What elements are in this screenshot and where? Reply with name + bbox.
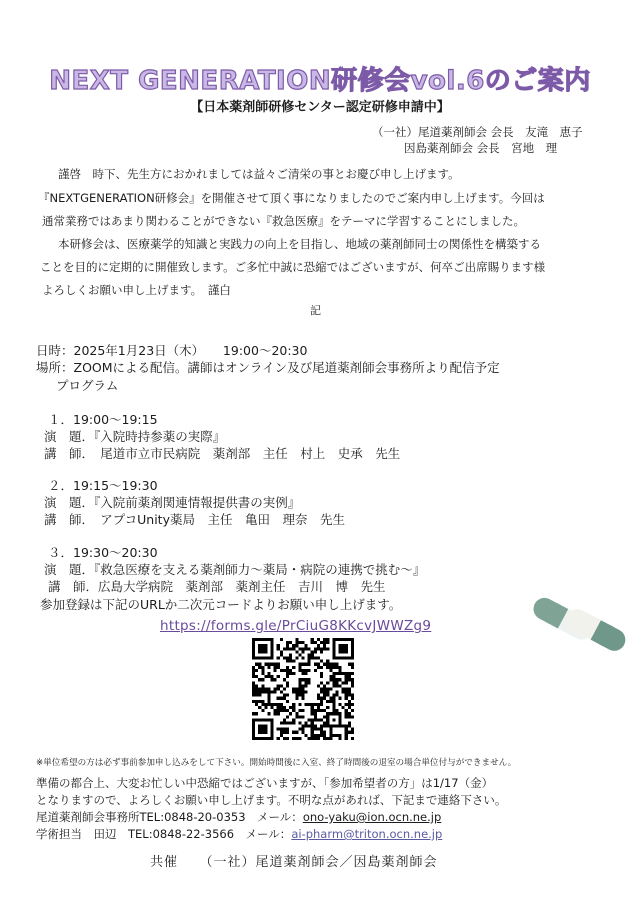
sponsor-line: 共催 （一社）尾道薬剤師会／因島薬剤師会 (150, 855, 438, 870)
session-speaker: 講 師． アプコUnity薬局 主任 亀田 理奈 先生 (44, 512, 345, 527)
session-time: ２．19:15～19:30 (48, 478, 158, 493)
credit-note: ※単位希望の方は必ず事前参加申し込みをして下さい。開始時間後に入室、終了時間後の退室の場合単位付与ができません。 (36, 758, 517, 768)
registration-qr-code[interactable] (252, 638, 354, 740)
contact-academic-label: 学術担当 田辺 TEL:0848-22-3566 メール： (36, 827, 292, 841)
registration-url-link[interactable]: https://forms.gle/PrCiuG8KKcvJWWZg9 (160, 618, 432, 634)
organizer-onomichi: （一社）尾道薬剤師会 会長 友滝 恵子 (372, 125, 583, 139)
session-speaker: 講 師． 尾道市立市民病院 薬剤部 主任 村上 史承 先生 (44, 446, 401, 461)
organizer-innoshima: 因島薬剤師会 会長 宮地 理 (404, 141, 558, 155)
footer-line: 準備の都合上、大変お忙しい中恐縮ではございますが、「参加希望者の方」は1/17（金） (36, 776, 494, 790)
session-topic: 演 題．『救急医療を支える薬剤師力～薬局・病院の連携で挑む～』 (44, 562, 426, 577)
event-place: 場所：ZOOMによる配信。講師はオンライン及び尾道薬剤師会事務所より配信予定 (36, 360, 500, 375)
capsule-pills-icon (520, 588, 630, 652)
session-topic: 演 題．『入院時持参薬の実際』 (44, 429, 226, 444)
session-time: １．19:00～19:15 (48, 412, 158, 427)
greeting-line: よろしくお願い申し上げます。 謹白 (42, 283, 231, 297)
event-datetime: 日時：2025年1月23日（木） 19:00～20:30 (36, 343, 308, 358)
footer-line: となりますので、よろしくお願い申し上げます。不明な点があれば、下記まで連絡下さい。 (36, 793, 507, 807)
qr-code-icon (252, 638, 354, 740)
session-topic: 演 題．『入院前薬剤関連情報提供書の実例』 (44, 495, 301, 510)
contact-academic-email[interactable]: ai-pharm@triton.ocn.ne.jp (291, 827, 443, 841)
contact-office (36, 809, 441, 825)
session-time: ３．19:30～20:30 (48, 545, 158, 560)
registration-instruction: 参加登録は下記のURLか二次元コードよりお願い申し上げます。 (40, 597, 402, 612)
contact-office-email[interactable]: ono-yaku@ion.ocn.ne.jp (302, 810, 442, 824)
page-subtitle: 【日本薬剤師研修センター認定研修申請中】 (190, 100, 450, 115)
page-title: NEXT GENERATION研修会vol.6のご案内 (49, 66, 591, 96)
greeting-line: 通常業務ではあまり関わることができない『救急医療』をテーマに学習することにしました。 (42, 214, 525, 228)
greeting-line: ことを目的に定期的に開催致します。ご多忙中誠に恐縮ではございますが、何卒ご出席賜ります様 (40, 260, 546, 274)
greeting-line: 『NEXTGENERATION研修会』を開催させて頂く事になりましたのでご案内申し上げます。今回は (38, 191, 545, 205)
greeting-line: 本研修会は、医療薬学的知識と実践力の向上を目指し、地域の薬剤師同士の関係性を構築する (58, 237, 541, 251)
contact-academic (36, 826, 442, 842)
session-speaker: 講 師．広島大学病院 薬剤部 薬剤主任 吉川 博 先生 (48, 579, 386, 594)
greeting-line: 謹啓 時下、先生方におかれましては益々ご清栄の事とお慶び申し上げます。 (58, 167, 460, 181)
contact-office-label: 尾道薬剤師会事務所TEL:0848-20-0353 メール： (36, 810, 303, 824)
program-label: プログラム (56, 378, 119, 393)
ki-marker: 記 (310, 304, 321, 317)
